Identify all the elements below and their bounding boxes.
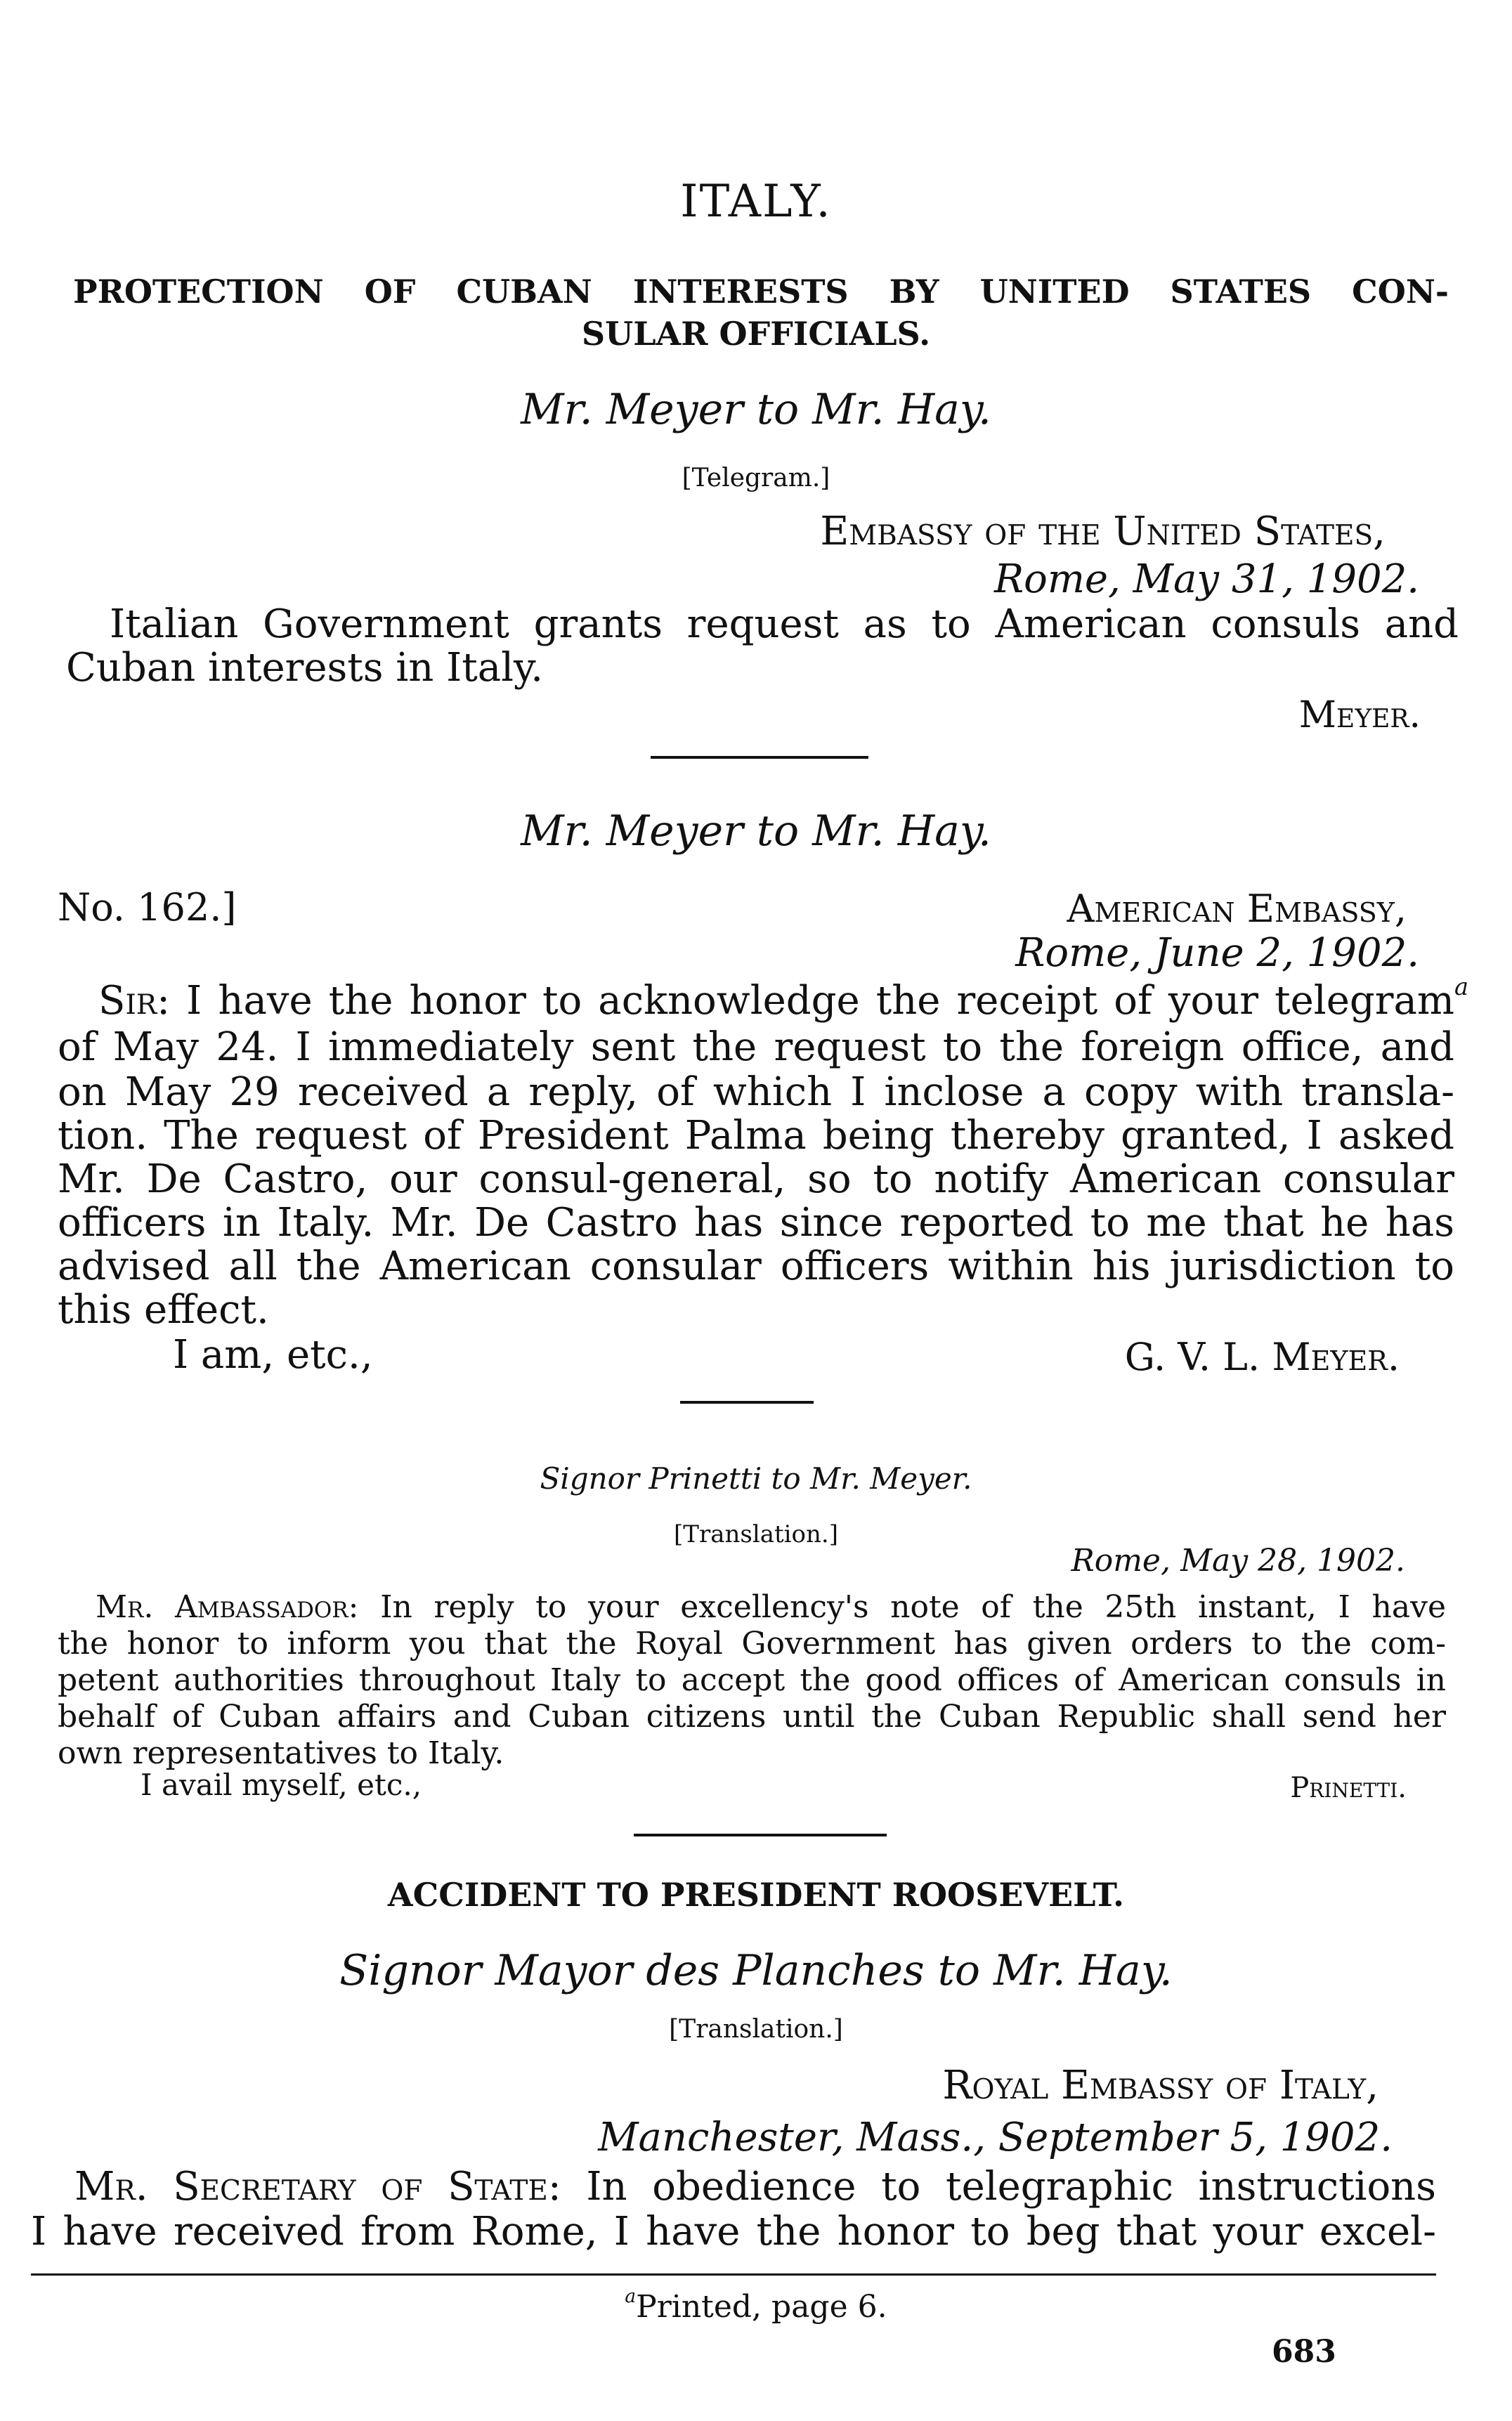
- letter-body-line: Mr. De Castro, our consul-general, so to notify American consular: [58, 1156, 1454, 1202]
- section-heading-line: SULAR OFFICIALS.: [581, 315, 931, 353]
- letter-body-line: Italian Government grants request as to American consuls and: [110, 601, 1459, 647]
- divider: [680, 1401, 814, 1404]
- divider: [634, 1834, 887, 1836]
- letter-number: No. 162.]: [58, 885, 237, 929]
- letter-body-line: of May 24. I immediately sent the request to the foreign office, and: [58, 1024, 1454, 1070]
- letter-place-date: Manchester, Mass., September 5, 1902.: [598, 2115, 1393, 2160]
- footnote-marker: a: [1454, 973, 1468, 1001]
- letter-body-line: this effect.: [58, 1287, 269, 1333]
- letter-body-line: on May 29 received a reply, of which I inclose a copy with transla-: [58, 1069, 1454, 1115]
- section-heading-line: PROTECTION OF CUBAN INTERESTS BY UNITED STATES CON-: [73, 273, 1449, 311]
- letter-place-date: Rome, May 31, 1902.: [993, 556, 1419, 602]
- section-heading: ACCIDENT TO PRESIDENT ROOSEVELT.: [387, 1876, 1125, 1914]
- letter-sender: American Embassy,: [1067, 887, 1407, 931]
- letter-body-line: tion. The request of President Palma being thereby granted, I asked: [58, 1113, 1454, 1159]
- document-note: [Translation.]: [669, 2015, 843, 2044]
- page-title: ITALY.: [680, 176, 832, 228]
- letter-closing: I avail myself, etc.,: [141, 1768, 422, 1802]
- letter-place-date: Rome, June 2, 1902.: [1015, 930, 1419, 976]
- letter-body-line: [98, 973, 1468, 1024]
- letter-body-line: [96, 1589, 1446, 1625]
- letter-body-line: Cuban interests in Italy.: [66, 645, 544, 691]
- divider: [651, 756, 868, 759]
- letter-body-line: own representatives to Italy.: [58, 1735, 504, 1771]
- footnote-divider: [31, 2273, 1436, 2276]
- document-note: [Translation.]: [674, 1520, 838, 1548]
- letter-body-line: officers in Italy. Mr. De Castro has since reported to me that he has: [58, 1200, 1454, 1246]
- salutation: Mr. Secretary of State:: [74, 2164, 561, 2210]
- letter-signature: Meyer.: [1298, 694, 1421, 736]
- letter-signature: Prinetti.: [1290, 1772, 1407, 1804]
- letter-closing: I am, etc.,: [173, 1332, 373, 1378]
- body-text: In obedience to telegraphic instructions: [586, 2164, 1436, 2210]
- letter-body-line: [74, 2164, 1436, 2210]
- letter-title: Mr. Meyer to Mr. Hay.: [521, 385, 991, 434]
- body-text: In reply to your excellency's note of the 25th instant, I have: [380, 1589, 1446, 1625]
- salutation: Mr. Ambassador:: [96, 1589, 359, 1625]
- letter-sender: Royal Embassy of Italy,: [942, 2063, 1379, 2108]
- body-text: I have the honor to acknowledge the receipt of your telegram: [186, 978, 1454, 1024]
- letter-body-line: the honor to inform you that the Royal Government has given orders to the com-: [58, 1626, 1446, 1662]
- letter-sender: Embassy of the United States,: [820, 509, 1386, 554]
- letter-body-line: I have received from Rome, I have the honor to beg that your excel-: [31, 2209, 1436, 2254]
- footnote-marker: a: [625, 2285, 637, 2307]
- letter-body-line: behalf of Cuban affairs and Cuban citizens until the Cuban Republic shall send her: [58, 1699, 1446, 1735]
- letter-title: Signor Mayor des Planches to Mr. Hay.: [339, 1946, 1173, 1995]
- letter-title: Signor Prinetti to Mr. Meyer.: [540, 1461, 972, 1496]
- letter-signature: G. V. L. Meyer.: [1124, 1335, 1400, 1379]
- footnote: [0, 2285, 1512, 2325]
- footnote-text: Printed, page 6.: [636, 2289, 887, 2325]
- letter-place-date: Rome, May 28, 1902.: [1071, 1543, 1405, 1579]
- letter-title: Mr. Meyer to Mr. Hay.: [521, 807, 991, 856]
- letter-body-line: petent authorities throughout Italy to accept the good offices of American consuls in: [58, 1662, 1446, 1698]
- document-note: [Telegram.]: [682, 464, 830, 492]
- salutation: Sir:: [98, 978, 171, 1024]
- letter-body-line: advised all the American consular officers within his jurisdiction to: [58, 1244, 1454, 1289]
- page-number: 683: [1272, 2334, 1336, 2370]
